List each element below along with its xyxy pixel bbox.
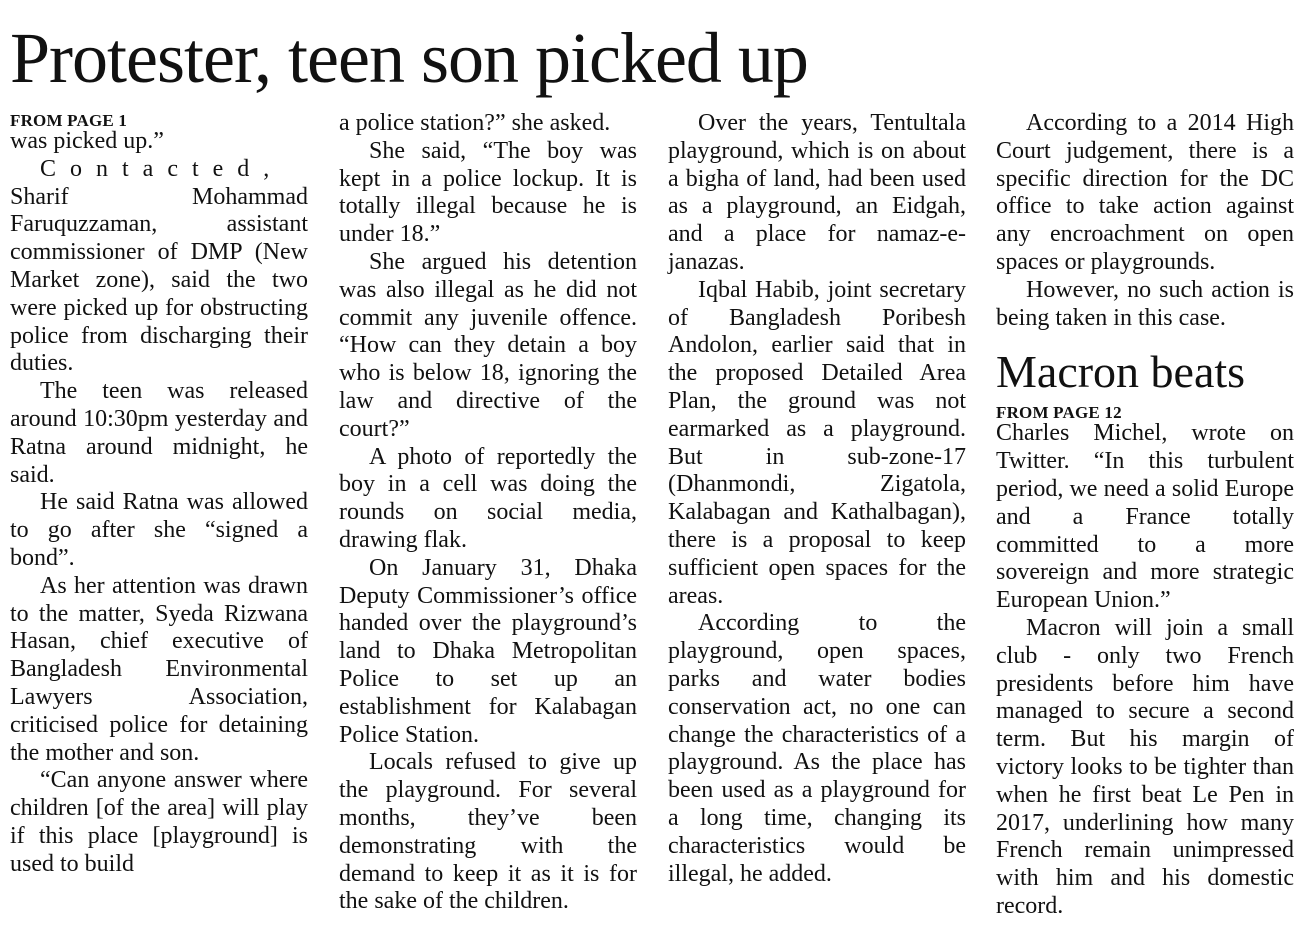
- paragraph: Locals refused to give up the playground. For several months, they’ve been demonstrating with the demand to keep it as it is for the sake of the children.: [339, 749, 637, 915]
- second-article-dateline: FROM PAGE 12: [996, 403, 1122, 423]
- paragraph: On January 31, Dhaka Deputy Commissioner’s office handed over the playground’s land to Dhaka Metropolitan Police to set up an establishment for Kalabagan Police Station.: [339, 554, 637, 748]
- spaced-word: Contacted,: [40, 155, 284, 182]
- paragraph: However, no such action is being taken in this case.: [996, 276, 1294, 331]
- paragraph: Iqbal Habib, joint secretary of Bangladesh Poribesh Andolon, earlier said that in the proposed Detailed Area Plan, the ground was not earmarked as a playground. But in sub-zone-17 (Dhanmondi, Zigatola, Kalabagan and Kathalbagan), there is a proposal to keep sufficient open spaces for the areas.: [668, 276, 966, 609]
- paragraph: She argued his detention was also illegal as he did not commit any juvenile offence. “How can they detain a boy who is below 18, ignoring the law and directive of the court?”: [339, 248, 637, 442]
- second-article-headline: Macron beats: [996, 346, 1246, 398]
- paragraph: The teen was released around 10:30pm yesterday and Ratna around midnight, he said.: [10, 378, 308, 488]
- paragraph: He said Ratna was allowed to go after she “signed a bond”.: [10, 489, 308, 571]
- paragraph: According to a 2014 High Court judgement, there is a specific direction for the DC office to take action against any encroachment on open spaces or playgrounds.: [996, 110, 1294, 275]
- paragraph: Macron will join a small club - only two French presidents before him have managed to secure a second term. But his margin of victory looks to be tighter than when he first beat Le Pen in 2017, underlining how many French remain unimpressed with him and his domestic record.: [996, 614, 1294, 919]
- paragraph: a police station?” she asked.: [339, 110, 611, 136]
- article-column-3: [668, 110, 966, 888]
- paragraph: As her attention was drawn to the matter, Syeda Rizwana Hasan, chief executive of Bangladesh Environmental Lawyers Association, criticised police for detaining the mother and son.: [10, 572, 308, 766]
- paragraph: A photo of reportedly the boy in a cell was doing the rounds on social media, drawing flak.: [339, 443, 637, 553]
- paragraph: was picked up.”: [10, 128, 164, 154]
- paragraph: According to the playground, open spaces, parks and water bodies conservation act, no one can change the characteristics of a playground. As the place has been used as a playground for a long time, changing its characteristics would be illegal, he added.: [668, 610, 966, 887]
- paragraph: [10, 156, 308, 378]
- dateline: FROM PAGE 1: [10, 111, 128, 130]
- article-column-4: [996, 110, 1294, 921]
- headline: Protester, teen son picked up: [10, 18, 808, 98]
- paragraph: Charles Michel, wrote on Twitter. “In this turbulent period, we need a solid Europe and a France totally committed to a more sovereign and more strategic European Union.”: [996, 420, 1294, 614]
- paragraph: “Can anyone answer where children [of the area] will play if this place [playground] is used to build: [10, 767, 308, 877]
- article-column-2: [339, 110, 637, 916]
- paragraph-rest: Sharif Mohammad Faruquzzaman, assistant commissioner of DMP (New Market zone), said the two were picked up for obstructing police from discharging their duties.: [10, 183, 308, 377]
- paragraph: Over the years, Tentultala playground, which is on about a bigha of land, had been used as a playground, an Eidgah, and a place for namaz-e-janazas.: [668, 110, 966, 275]
- article-column-1: [10, 110, 308, 879]
- paragraph: She said, “The boy was kept in a police lockup. It is totally illegal because he is under 18.”: [339, 137, 637, 248]
